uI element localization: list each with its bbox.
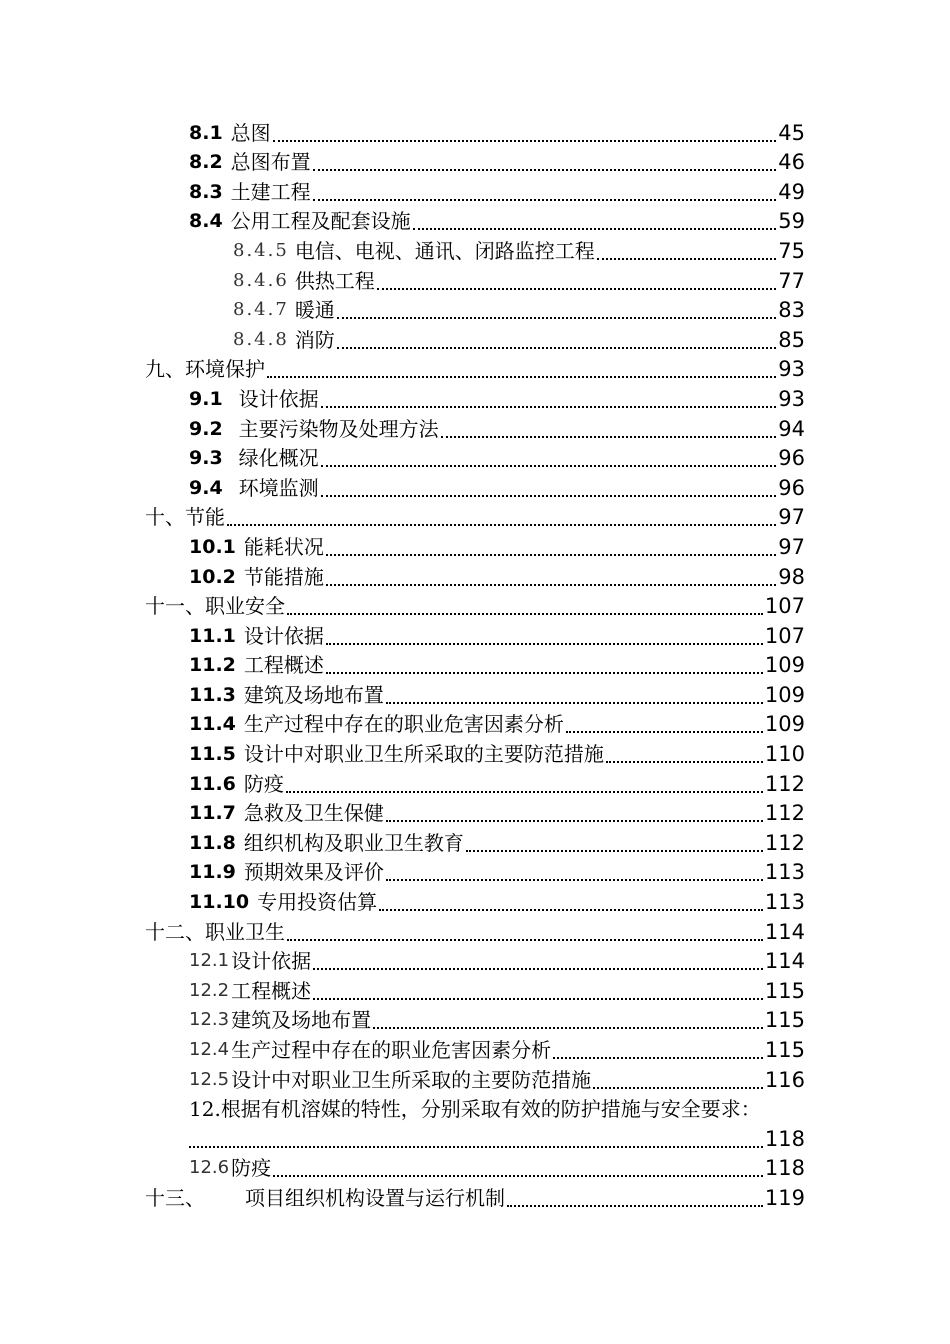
- dot-leader: [386, 682, 763, 704]
- toc-page: 75: [778, 238, 805, 263]
- dot-leader: [287, 919, 763, 941]
- toc-number: 11.3: [189, 683, 236, 706]
- toc-page: 116: [764, 1067, 805, 1092]
- toc-title: 设计中对职业卫生所采取的主要防范措施: [231, 1067, 592, 1092]
- toc-number: 8.4.7: [233, 299, 289, 321]
- dot-leader: [313, 179, 777, 201]
- toc-entry[interactable]: [0, 382, 805, 412]
- toc-title: 急救及卫生保健: [243, 801, 384, 826]
- dot-leader: [189, 1126, 763, 1148]
- toc-title: 土建工程: [230, 179, 311, 204]
- toc-page: 93: [778, 357, 805, 382]
- toc-page: 107: [764, 594, 805, 619]
- dot-leader: [321, 386, 777, 408]
- toc-title: 暖通: [294, 298, 335, 323]
- toc-page: 49: [778, 179, 805, 204]
- dot-leader: [597, 238, 776, 260]
- dot-leader: [313, 948, 763, 970]
- toc-title: 十三、: [145, 1185, 205, 1210]
- dot-leader: [379, 889, 763, 911]
- toc-number: 11.9: [189, 861, 236, 884]
- toc-title: 主要污染物及处理方法: [238, 416, 439, 441]
- toc-title: 能耗状况: [243, 534, 324, 559]
- toc-title: 设计依据: [243, 623, 324, 648]
- dot-leader: [507, 1185, 763, 1207]
- toc-entry[interactable]: [0, 442, 805, 472]
- toc-number: 11.2: [189, 654, 236, 677]
- toc-entry[interactable]: [0, 146, 805, 176]
- toc-entry[interactable]: [0, 116, 805, 146]
- toc-title: 工程概述: [243, 653, 324, 678]
- toc-page: 97: [778, 534, 805, 559]
- toc-entry[interactable]: [0, 649, 805, 679]
- toc-title: 生产过程中存在的职业危害因素分析: [231, 1038, 552, 1062]
- toc-page: 98: [778, 564, 805, 589]
- toc-page: 115: [764, 978, 805, 1003]
- toc-page: 119: [764, 1185, 805, 1210]
- toc-entry[interactable]: [0, 945, 805, 975]
- toc-number: 8.4.5: [233, 239, 289, 261]
- toc-page: 115: [764, 1008, 805, 1033]
- dot-leader: [553, 1037, 763, 1059]
- dot-leader: [326, 652, 763, 674]
- toc-page: 112: [764, 830, 805, 855]
- toc-page: 97: [778, 505, 805, 530]
- toc-page: 109: [764, 682, 805, 707]
- toc-entry-continuation[interactable]: [0, 1122, 805, 1152]
- toc-title: 总图: [230, 120, 271, 145]
- dot-leader: [287, 593, 763, 615]
- toc-chapter[interactable]: [0, 590, 805, 620]
- dot-leader: [441, 416, 777, 438]
- toc-entry[interactable]: [0, 885, 805, 915]
- toc-number: 8.3: [189, 180, 223, 203]
- toc-number: 12.: [189, 1097, 221, 1122]
- toc-title: 根据有机溶媒的特性，分别采取有效的防护措施与安全要求：: [220, 1097, 761, 1122]
- dot-leader: [337, 297, 776, 319]
- dot-leader: [273, 1155, 763, 1177]
- toc-page: 110: [764, 742, 805, 767]
- toc-entry[interactable]: [0, 737, 805, 767]
- toc-page: 114: [764, 919, 805, 944]
- toc-number: 8.4: [189, 210, 223, 233]
- dot-leader: [373, 1007, 763, 1029]
- toc-page: 107: [764, 623, 805, 648]
- toc-entry[interactable]: [0, 1033, 805, 1063]
- dot-leader: [313, 149, 777, 171]
- toc-entry[interactable]: [0, 974, 805, 1004]
- dot-leader: [313, 978, 763, 1000]
- toc-number: 12.1: [189, 950, 230, 972]
- toc-title: 设计依据: [231, 949, 312, 974]
- toc-number: 12.6: [189, 1157, 230, 1179]
- toc-title: 九、环境保护: [145, 357, 265, 382]
- toc-entry[interactable]: [0, 767, 805, 797]
- toc-page: 46: [778, 150, 805, 175]
- toc-chapter[interactable]: [0, 501, 805, 531]
- dot-leader: [267, 356, 776, 378]
- toc-entry-wrapped[interactable]: [0, 1093, 950, 1123]
- toc-entry[interactable]: [0, 797, 805, 827]
- toc-number: 8.4.6: [233, 269, 289, 291]
- dot-leader: [386, 800, 763, 822]
- toc-title: 生产过程中存在的职业危害因素分析: [243, 712, 564, 737]
- toc-entry[interactable]: [0, 619, 805, 649]
- toc-entry[interactable]: [0, 678, 805, 708]
- toc-title-text: 项目组织机构设置与运行机制: [245, 1185, 505, 1210]
- toc-entry[interactable]: [0, 1063, 805, 1093]
- toc-number: 11.5: [189, 743, 236, 766]
- dot-leader: [326, 564, 776, 586]
- toc-entry[interactable]: [0, 856, 805, 886]
- toc-number: 11.4: [189, 713, 236, 736]
- toc-title: 工程概述: [231, 978, 312, 1003]
- toc-number: 9.1: [189, 387, 223, 410]
- toc-number: 8.1: [189, 121, 223, 144]
- toc-title: 十一、职业安全: [145, 594, 285, 619]
- dot-leader: [466, 830, 763, 852]
- toc-title: 十、节能: [145, 505, 225, 530]
- toc-title: 十二、职业卫生: [145, 919, 285, 944]
- dot-leader: [326, 623, 763, 645]
- toc-title: 电信、电视、通讯、闭路监控工程: [294, 238, 595, 263]
- toc-title: 绿化概况: [238, 446, 319, 471]
- toc-number: 8.4.8: [233, 328, 289, 350]
- toc-title: 环境监测: [238, 475, 319, 500]
- dot-leader: [606, 741, 763, 763]
- toc-entry[interactable]: [0, 826, 805, 856]
- toc-entry[interactable]: [0, 412, 805, 442]
- toc-number: 12.3: [189, 1009, 230, 1031]
- dot-leader: [286, 771, 763, 793]
- toc-title: 设计依据: [238, 386, 319, 411]
- toc-title: 防疫: [231, 1156, 272, 1181]
- toc-title: 组织机构及职业卫生教育: [243, 830, 464, 855]
- toc-chapter[interactable]: [0, 1181, 805, 1211]
- toc-page: 112: [764, 801, 805, 826]
- toc-title: 专用投资估算: [257, 890, 378, 915]
- toc-number: 8.2: [189, 151, 223, 174]
- toc-number: 10.2: [189, 565, 236, 588]
- dot-leader: [273, 120, 777, 142]
- dot-leader: [593, 1067, 763, 1089]
- toc-entry[interactable]: [0, 708, 805, 738]
- toc-entry[interactable]: [0, 323, 805, 353]
- dot-leader: [386, 859, 763, 881]
- toc-entry[interactable]: [0, 560, 805, 590]
- dot-leader: [566, 711, 763, 733]
- toc-page: 109: [764, 712, 805, 737]
- toc-entry[interactable]: [0, 1004, 805, 1034]
- toc-entry[interactable]: [0, 234, 805, 264]
- toc-title: 供热工程: [294, 268, 375, 293]
- toc-entry[interactable]: [0, 294, 805, 324]
- toc-number: 9.4: [189, 476, 223, 499]
- toc-page: 112: [764, 771, 805, 796]
- table-of-contents: [0, 116, 950, 1211]
- toc-page: 115: [764, 1038, 805, 1062]
- toc-title: 建筑及场地布置: [243, 682, 384, 707]
- toc-page: 113: [764, 890, 805, 915]
- toc-entry[interactable]: [0, 264, 805, 294]
- toc-page: 118: [764, 1156, 805, 1181]
- toc-number: 11.1: [189, 624, 236, 647]
- dot-leader: [377, 268, 776, 290]
- toc-page: 83: [778, 298, 805, 323]
- toc-number: 10.1: [189, 535, 236, 558]
- toc-number: 11.8: [189, 831, 236, 854]
- toc-entry[interactable]: [0, 471, 805, 501]
- toc-title: 防疫: [243, 771, 284, 796]
- toc-chapter[interactable]: [0, 915, 805, 945]
- toc-number: 11.6: [189, 772, 236, 795]
- dot-leader: [413, 208, 777, 230]
- dot-leader: [227, 504, 776, 526]
- toc-number: 9.2: [189, 417, 223, 440]
- toc-number: 11.10: [189, 891, 250, 914]
- toc-number: 12.5: [189, 1068, 230, 1090]
- toc-number: 12.4: [189, 1039, 230, 1060]
- toc-number: 11.7: [189, 802, 236, 825]
- toc-page: 59: [778, 209, 805, 234]
- toc-page: 118: [764, 1126, 805, 1151]
- toc-entry[interactable]: [0, 1152, 805, 1182]
- toc-page: 45: [778, 120, 805, 145]
- toc-title: 预期效果及评价: [243, 860, 384, 885]
- dot-leader: [326, 534, 776, 556]
- toc-title: 公用工程及配套设施: [230, 209, 411, 234]
- toc-page: 113: [764, 860, 805, 885]
- dot-leader: [321, 475, 777, 497]
- toc-page: 96: [778, 446, 805, 471]
- toc-entry[interactable]: [0, 205, 805, 235]
- toc-title: 建筑及场地布置: [231, 1008, 372, 1033]
- toc-number: 12.2: [189, 979, 230, 1001]
- toc-chapter[interactable]: [0, 353, 805, 383]
- toc-page: 114: [764, 949, 805, 974]
- toc-title: 消防: [294, 327, 335, 352]
- toc-page: 93: [778, 386, 805, 411]
- toc-title: 总图布置: [230, 150, 311, 175]
- toc-page: 109: [764, 653, 805, 678]
- toc-page: 96: [778, 475, 805, 500]
- toc-entry[interactable]: [0, 175, 805, 205]
- dot-leader: [337, 327, 776, 349]
- toc-entry[interactable]: [0, 530, 805, 560]
- toc-page: 94: [778, 416, 805, 441]
- toc-page: 77: [778, 268, 805, 293]
- toc-title: 设计中对职业卫生所采取的主要防范措施: [243, 742, 604, 767]
- toc-number: 9.3: [189, 447, 223, 470]
- dot-leader: [321, 445, 777, 467]
- toc-page: 85: [778, 327, 805, 352]
- toc-title: 节能措施: [243, 564, 324, 589]
